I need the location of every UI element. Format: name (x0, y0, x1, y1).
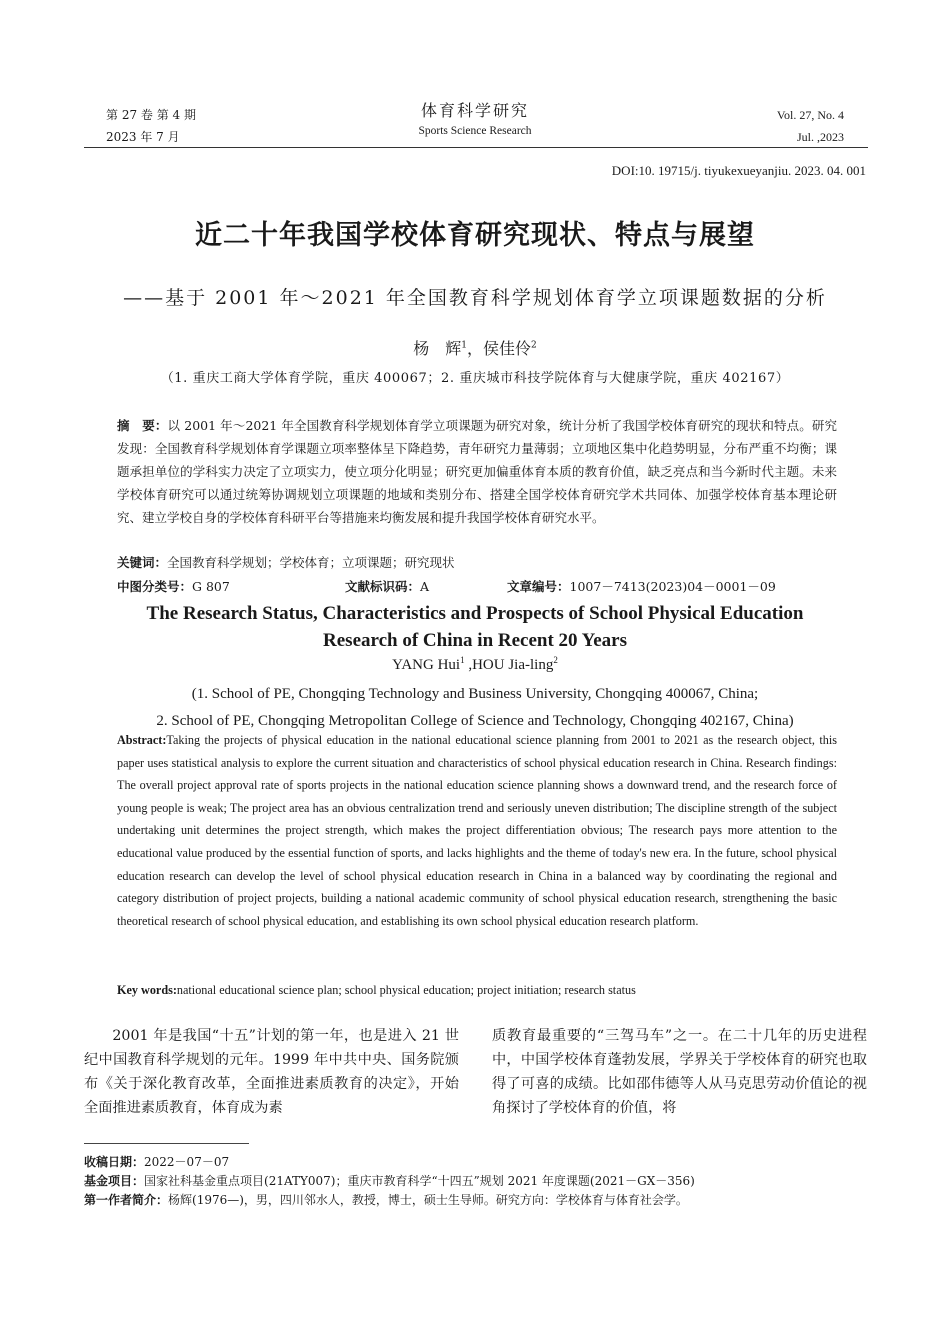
header-issue-en (777, 104, 844, 148)
abstract-en-label: Abstract: (117, 733, 167, 747)
authors (0, 336, 950, 359)
author-bio-value: 杨辉(1976—)，男，四川邻水人，教授，博士，硕士生导师。研究方向：学校体育与体育社会学。 (168, 1193, 688, 1207)
received-date (84, 1153, 868, 1172)
issue-en: Vol. 27, No. 4 (776, 108, 844, 122)
received-value: 2022－07－07 (144, 1155, 230, 1169)
fund-info (84, 1172, 868, 1191)
author-bio (84, 1191, 868, 1210)
affiliation: （1. 重庆工商大学体育学院，重庆 400067；2. 重庆城市科技学院体育与大健康学院，重庆 402167） (160, 371, 790, 386)
affiliation-en-line-1: (1. School of PE, Chongqing Technology and Business University, Chongqing 400067, China; (191, 686, 759, 702)
keywords-cn-text: 全国教育科学规划；学校体育；立项课题；研究现状 (167, 555, 455, 570)
body-paragraph-continued: 质教育最重要的“三驾马车”之一。在二十几年的历史进程中，中国学校体育蓬勃发展，学界关于学校体育的研究也取得了可喜的成绩。比如邵伟德等人从马克思劳动价值论的视角探讨了学校体育的价值，将 (492, 1028, 867, 1116)
author-2-affil: 2 (531, 340, 537, 351)
clc-value: G 807 (192, 579, 230, 594)
issue-cn: 第 27 卷 第 4 期 (106, 108, 196, 122)
author-1-affil: 1 (461, 340, 467, 351)
paper-title-en (0, 600, 950, 654)
fund-label: 基金项目： (84, 1174, 145, 1188)
affiliation-en (0, 681, 950, 735)
abstract-cn-text: 以 2001 年～2021 年全国教育科学规划体育学立项课题为研究对象，统计分析了我国学校体育研究的现状和特点。研究发现：全国教育科学规划体育学课题立项率整体呈下降趋势，青年研究力量薄弱；立项地区集中化趋势明显，分布严重不均衡；课题承担单位的学科实力决定了立项实力，使立项分化明显；研究更加偏重体育本质的教育价值，缺乏亮点和当今新时代主题。未来学校体育研究可以通过统筹协调规划立项课题的地域和类别分布、搭建全国学校体育研究学术共同体、加强学校体育基本理论研究、建立学校自身的学校体育科研平台等措施来均衡发展和提升我国学校体育研究水平。 (117, 418, 837, 525)
article-label: 文章编号： (507, 579, 570, 594)
keywords-en-text: national educational science plan; school physical education; project initiation; research status (176, 983, 636, 997)
date-cn: 2023 年 7 月 (106, 130, 180, 144)
keywords-cn (117, 553, 837, 573)
affiliation-en-line-2: 2. School of PE, Chongqing Metropolitan College of Science and Technology, Chongqing 402167, China) (156, 713, 794, 729)
journal-name-en: Sports Science Research (418, 125, 532, 137)
author-bio-label: 第一作者简介： (84, 1193, 169, 1207)
article-number (507, 577, 776, 597)
paper-title: 近二十年我国学校体育研究现状、特点与展望 (195, 220, 755, 251)
author-en-separator: , (464, 657, 473, 673)
paper-subtitle: ——基于 2001 年～2021 年全国教育科学规划体育学立项课题数据的分析 (123, 287, 827, 309)
body-paragraph: 2001 年是我国“十五”计划的第一年，也是进入 21 世纪中国教育科学规划的元年。1999 年中共中央、国务院颁布《关于深化教育改革，全面推进素质教育的决定》，开始全面推进素质教育，体育成为素 (84, 1028, 459, 1116)
author-1: 杨 辉 (413, 339, 462, 358)
keywords-en-label: Key words: (117, 983, 177, 997)
received-label: 收稿日期： (84, 1155, 145, 1169)
author-en-2: HOU Jia-ling (472, 657, 554, 673)
author-2: 侯佳伶 (483, 339, 532, 358)
title-en-line-2: Research of China in Recent 20 Years (323, 630, 627, 651)
footnotes (84, 1153, 868, 1210)
keywords-en (117, 980, 837, 1000)
body-column-right (492, 1024, 867, 1120)
keywords-cn-label: 关键词： (117, 555, 168, 570)
abstract-en-text: Taking the projects of physical education in the national educational science planning from 2001 to 2021 as the research object, this paper uses statistical analysis to explore the current situation and characteristics of school physical education research in China. Research findings: The overall project approval rate of sports projects in the national education science planning shows a downward trend, and the research force of young people is weak; The project area has an obvious centralization trend and seriously uneven distribution; The discipline strength of the subject undertaking unit determines the project strength, which makes the project differentiation obvious; The research pays more attention to the educational value produced by the essential function of sports, and lacks highlights and the theme of today's new era. In the future, school physical education research can develop the level of school physical education research in China in a balanced way by coordinating the regional and category distribution of project projects, building a national academic community of school physical education research, strengthening the basic theoretical research of school physical education, and establishing its own school physical education research platform. (117, 733, 837, 928)
fund-value: 国家社科基金重点项目(21ATY007)；重庆市教育科学“十四五”规划 2021 年度课题(2021－GX－356) (144, 1174, 695, 1188)
doi: DOI:10. 19715/j. tiyukexueyanjiu. 2023. 04. 001 (611, 163, 866, 178)
body-column-left (84, 1024, 459, 1120)
title-en-line-1: The Research Status, Characteristics and Prospects of School Physical Education (146, 603, 804, 624)
abstract-en (117, 729, 837, 932)
footnote-divider (84, 1143, 249, 1144)
clc-number (117, 577, 230, 597)
date-en: Jul. ,2023 (796, 130, 844, 144)
author-en-1-affil: 1 (460, 655, 465, 665)
journal-name-cn: 体育科学研究 (420, 101, 529, 120)
abstract-cn-label: 摘 要： (117, 418, 168, 433)
author-en-1: YANG Hui (392, 657, 461, 673)
authors-en (0, 655, 950, 674)
clc-label: 中图分类号： (117, 579, 193, 594)
author-separator: ， (466, 339, 483, 358)
doc-value: A (420, 579, 430, 594)
header-divider (84, 147, 868, 148)
doc-label: 文献标识码： (345, 579, 421, 594)
author-en-2-affil: 2 (553, 655, 558, 665)
article-value: 1007－7413(2023)04－0001－09 (569, 579, 776, 594)
doc-code (345, 577, 429, 597)
abstract-cn (117, 414, 837, 529)
